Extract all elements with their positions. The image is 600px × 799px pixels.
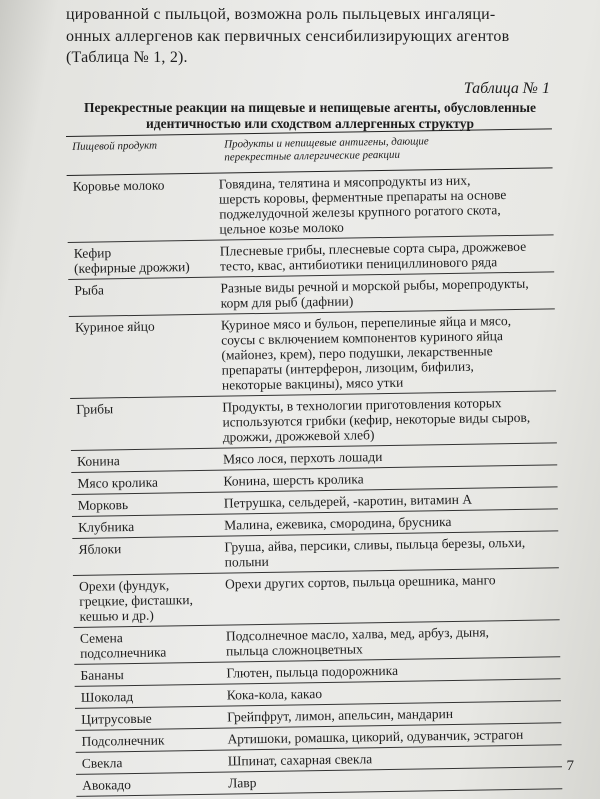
cell-line: Рыба <box>74 282 104 298</box>
header-line: перекрестные аллергические реакции <box>224 148 401 164</box>
table-body <box>67 168 563 797</box>
intro-line: (Таблица № 1, 2). <box>66 49 188 66</box>
cell-line: Свекла <box>81 755 123 771</box>
cross-reaction-cell <box>219 568 560 624</box>
cross-reaction-cell <box>222 767 562 793</box>
table-row <box>73 568 560 628</box>
cell-line: Шпинат, сахарная свекла <box>227 751 373 769</box>
cell-line: Кока-кола, какао <box>226 686 323 703</box>
table-row <box>69 309 556 399</box>
table-caption-line: идентичностью или сходством аллергенных структур <box>145 116 475 131</box>
cross-reaction-cell <box>214 235 555 276</box>
cell-line: Грейпфрут, лимон, апельсин, мандарин <box>227 705 454 725</box>
cell-line: Куриное мясо и бульон, перепелиные яйца и мясо, <box>220 313 512 333</box>
cell-line: дрожжи, дрожжевой хлеб) <box>222 427 375 445</box>
cell-line: Орехи других сортов, пыльца орешника, манго <box>224 572 496 592</box>
cell-line: Мясо лося, перхоть лошади <box>222 449 383 467</box>
cell-line: Мясо кролика <box>77 474 159 491</box>
food-product-cell <box>71 449 217 472</box>
cell-line: Петрушка, сельдерей, -каротин, витамин А <box>223 491 473 511</box>
food-product-cell <box>73 574 220 627</box>
cell-line: Кефир <box>73 245 112 261</box>
cell-line: Цитрусовые <box>81 710 152 727</box>
cell-line: поджелудочной железы крупного рогатого скота, <box>219 202 501 222</box>
cell-line: Разные виды речной и морской рыбы, морепродукты, <box>220 275 529 296</box>
cell-line: шерсть коровы, ферментные препараты на основе <box>218 187 507 207</box>
table-row <box>70 391 557 451</box>
cell-line: тесто, квас, антибиотики пенициллинового ряда <box>219 254 498 274</box>
cell-line: Авокадо <box>82 777 132 793</box>
cell-line: корм для рыб (дафнии) <box>220 293 354 311</box>
cell-line: Говядина, телятина и мясопродукты из них, <box>218 172 471 192</box>
food-product-cell <box>71 471 217 494</box>
cell-line: пыльца сложноцветных <box>225 641 363 659</box>
intro-line: цированной с пыльцой, возможна роль пыльцевых ингаляци- <box>66 6 496 23</box>
cell-line: Глютен, пыльца подорожника <box>226 662 399 681</box>
cell-line: цельное козье молоко <box>219 219 344 237</box>
cell-line: Конина <box>76 453 120 469</box>
cell-line: Семена <box>79 630 123 646</box>
food-product-cell <box>70 397 217 450</box>
cell-line: Продукты, в технологии приготовления которых <box>222 395 502 415</box>
cell-line: Груша, айва, персики, сливы, пыльца березы, ольхи, <box>224 534 526 555</box>
cross-reaction-cell <box>215 309 556 395</box>
cell-line: Грибы <box>76 401 114 417</box>
cross-reaction-cell <box>218 531 559 572</box>
food-product-cell <box>69 315 216 398</box>
food-product-cell <box>67 174 214 242</box>
cell-line: Шоколад <box>80 689 134 705</box>
table-number-label: Таблица № 1 <box>463 80 550 97</box>
cell-line: Артишоки, ромашка, цикорий, одуванчик, эстрагон <box>227 726 524 747</box>
food-product-cell <box>76 751 222 774</box>
cell-line: соусы с включением компонентов куриного яйца <box>221 328 504 348</box>
header-line: Продукты и непищевые антигены, дающие <box>224 135 429 151</box>
food-product-cell <box>74 663 220 686</box>
header-cross-reactions <box>218 133 552 164</box>
cell-line: используются грибки (кефир, некоторые виды сыров, <box>222 409 531 430</box>
cell-line: Морковь <box>77 497 129 513</box>
cell-line: Яблоки <box>78 541 122 557</box>
cell-line: (кефирные дрожжи) <box>73 259 190 276</box>
cell-line: Куриное яйцо <box>74 318 155 335</box>
cell-line: Орехи (фундук, <box>78 577 170 594</box>
food-product-cell <box>75 729 221 752</box>
intro-paragraph <box>66 4 566 69</box>
food-product-cell <box>74 626 221 664</box>
table-caption-line: Перекрестные реакции на пищевые и непищевые агенты, обусловленные <box>83 100 537 115</box>
header-food-product: Пищевой продукт <box>72 139 158 153</box>
table-caption <box>70 100 550 132</box>
food-product-cell <box>76 773 222 796</box>
cell-line: грецкие, фисташки, <box>79 592 194 609</box>
food-product-cell <box>72 537 219 575</box>
cell-line: Бананы <box>80 667 124 683</box>
cell-line: Клубника <box>78 518 135 535</box>
cross-reaction-table <box>66 128 562 797</box>
intro-line: онных аллергенов как первичных сенсибилизирующих агентов <box>66 27 510 45</box>
cell-line: (майонез, крем), перо подушки, лекарственные <box>221 343 493 363</box>
cell-line: Лавр <box>228 775 257 791</box>
food-product-cell <box>68 278 215 316</box>
cell-line: кешью и др.) <box>79 607 154 624</box>
food-product-cell <box>75 685 221 708</box>
food-product-cell <box>72 493 218 516</box>
food-product-cell <box>72 515 218 538</box>
cell-line: Конина, шерсть кролика <box>223 471 364 489</box>
cell-line: препараты (интерферон, лизоцим, бифилиз, <box>221 358 474 378</box>
cell-line: полыни <box>224 553 269 570</box>
cell-line: Плесневые грибы, плесневые сорта сыра, дрожжевое <box>219 238 527 259</box>
cross-reaction-cell <box>220 620 561 661</box>
food-product-cell <box>68 241 215 279</box>
cell-line: Подсолнечное масло, халва, мед, арбуз, дыня, <box>225 624 490 644</box>
cross-reaction-cell <box>216 391 557 447</box>
cell-line: подсолнечника <box>80 644 167 661</box>
food-product-cell <box>75 707 221 730</box>
cell-line: некоторые вакцины), мясо утки <box>221 374 404 393</box>
cell-line: Малина, ежевика, смородина, брусника <box>224 513 452 533</box>
cell-line: Коровье молоко <box>72 177 165 194</box>
cell-line: Подсолнечник <box>81 732 165 749</box>
page-number: 7 <box>566 758 574 774</box>
cross-reaction-cell <box>214 272 555 313</box>
table-row <box>67 168 554 243</box>
cross-reaction-cell <box>213 168 554 239</box>
